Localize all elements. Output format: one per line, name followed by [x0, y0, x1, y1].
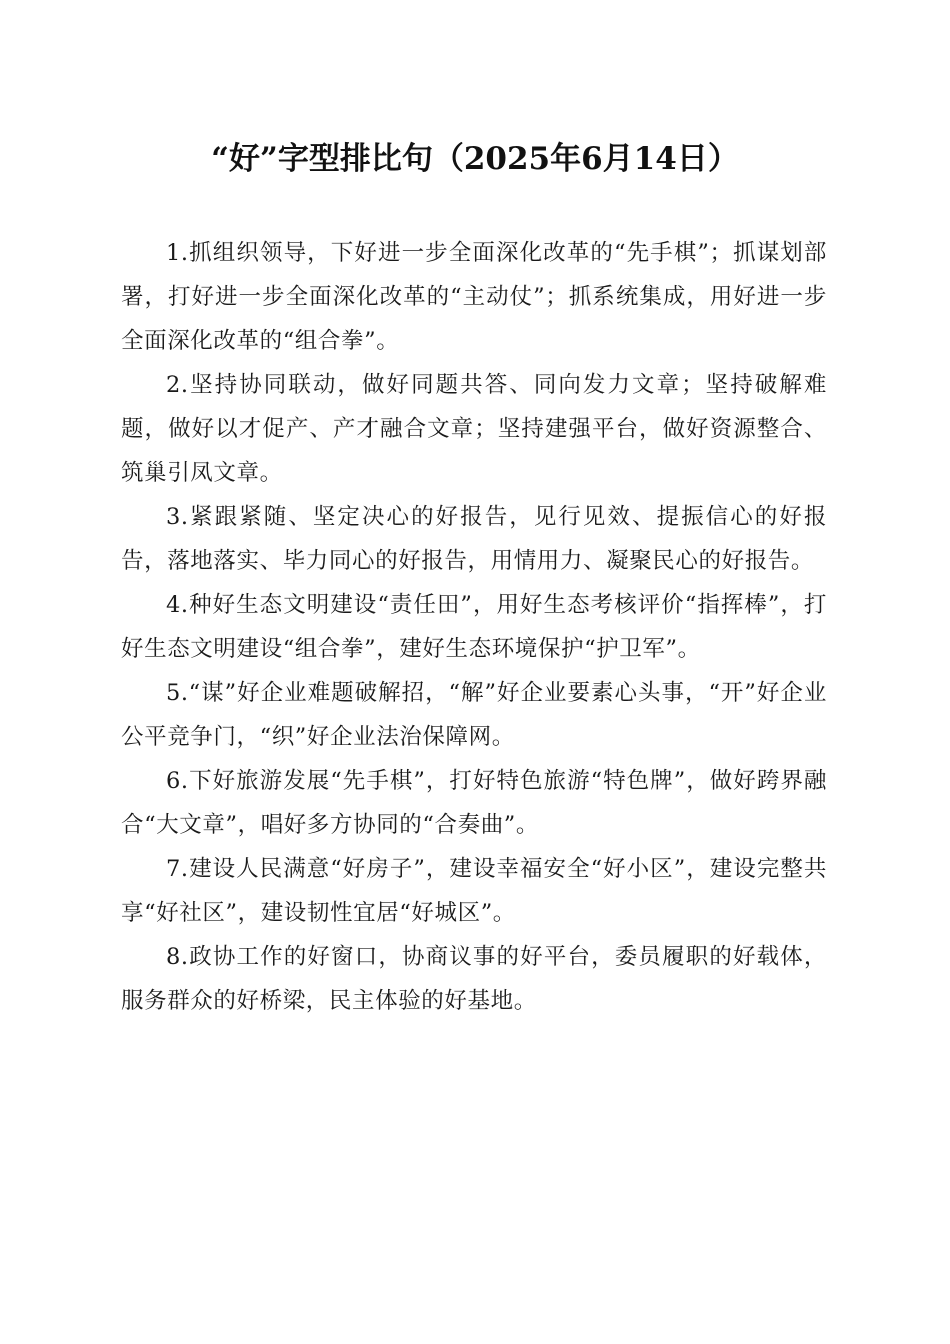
paragraph-3: 3.紧跟紧随、坚定决心的好报告，见行见效、提振信心的好报告，落地落实、毕力同心的好报告，用情用力、凝聚民心的好报告。: [121, 504, 827, 574]
paragraph-4: 4.种好生态文明建设“责任田”，用好生态考核评价“指挥棒”，打好生态文明建设“组合拳”，建好生态环境保护“护卫军”。: [121, 592, 827, 662]
document-title: “好”字型排比句（2025年6月14日）: [211, 141, 739, 177]
paragraph-1: 1.抓组织领导，下好进一步全面深化改革的“先手棋”；抓谋划部署，打好进一步全面深化改革的“主动仗”；抓系统集成，用好进一步全面深化改革的“组合拳”。: [121, 240, 827, 354]
paragraph-2: 2.坚持协同联动，做好同题共答、同向发力文章；坚持破解难题，做好以才促产、产才融合文章；坚持建强平台，做好资源整合、筑巢引凤文章。: [121, 372, 827, 486]
document-body: [121, 231, 827, 1023]
paragraph-8: 8.政协工作的好窗口，协商议事的好平台，委员履职的好载体，服务群众的好桥梁，民主体验的好基地。: [121, 944, 827, 1014]
paragraph-7: 7.建设人民满意“好房子”，建设幸福安全“好小区”，建设完整共享“好社区”，建设韧性宜居“好城区”。: [121, 856, 827, 926]
paragraph-6: 6.下好旅游发展“先手棋”，打好特色旅游“特色牌”，做好跨界融合“大文章”，唱好多方协同的“合奏曲”。: [121, 768, 827, 838]
paragraph-5: 5.“谋”好企业难题破解招，“解”好企业要素心头事，“开”好企业公平竞争门，“织”好企业法治保障网。: [121, 680, 827, 750]
